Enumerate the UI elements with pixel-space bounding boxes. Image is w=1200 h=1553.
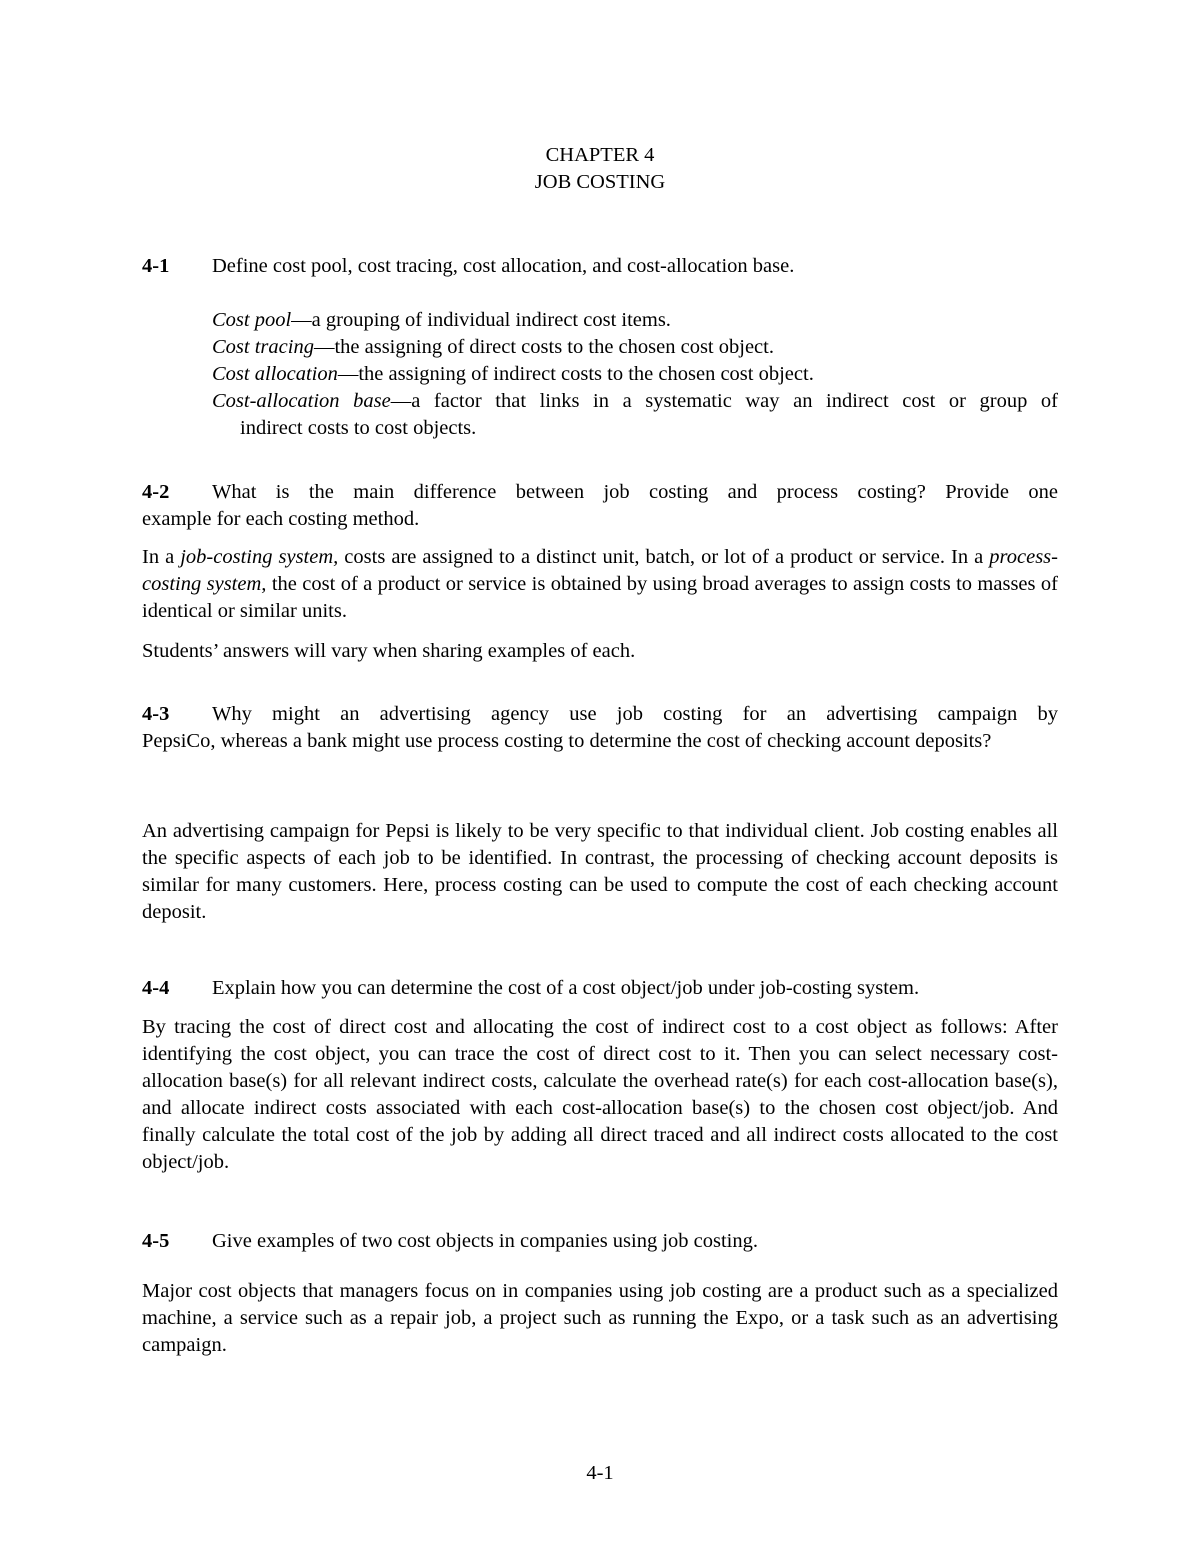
question-text: Why might an advertising agency use job costing for an advertising campaign by xyxy=(212,703,1058,725)
question-number: 4-1 xyxy=(142,255,170,277)
answer-text: costs are assigned to a distinct unit, batch, or lot of a product or service. xyxy=(338,546,946,568)
definition-term: Cost-allocation base xyxy=(212,390,391,412)
definition-text: a factor that links in a systematic way an indirect cost or group of xyxy=(411,390,1058,412)
em-dash: — xyxy=(313,336,335,358)
answer-4-2-paragraph-2: Students’ answers will vary when sharing examples of each. xyxy=(142,640,636,662)
definition-cost-allocation-base xyxy=(212,388,1058,415)
question-number: 4-4 xyxy=(142,977,170,999)
question-4-2-continuation: example for each costing method. xyxy=(142,508,420,530)
definition-text: a grouping of individual indirect cost items. xyxy=(311,309,671,331)
answer-text: the cost of a product or service is obtained by using broad averages to assign costs to masses of identical or similar units. xyxy=(142,573,1058,622)
definition-cost-allocation xyxy=(212,361,1058,388)
answer-4-4: By tracing the cost of direct cost and allocating the cost of indirect cost to a cost object as follows: After identifying the cost object, you can trace the cost of direct cost to it. Then you can select necessary cost-allocation base(s) for all relevant indirect costs, calculate the overhead rate(s) for each cost-allocation base(s), and allocate indirect costs associated with each cost-allocation base(s) to the chosen cost object/job. And finally calculate the total cost of the job by adding all direct traced and all indirect costs allocated to the cost object/job. xyxy=(142,1016,1058,1173)
definition-cost-pool xyxy=(212,307,1058,334)
question-text: Define cost pool, cost tracing, cost allocation, and cost-allocation base. xyxy=(212,255,795,277)
answer-4-2-paragraph-1 xyxy=(142,544,1058,625)
chapter-heading: CHAPTER 4 xyxy=(545,144,655,166)
question-4-2 xyxy=(142,479,1058,506)
question-4-3-continuation: PepsiCo, whereas a bank might use process costing to determine the cost of checking account deposits? xyxy=(142,730,992,752)
definition-term: Cost allocation xyxy=(212,363,338,385)
definition-cost-tracing xyxy=(212,334,1058,361)
question-4-3 xyxy=(142,701,1058,728)
em-dash: — xyxy=(390,390,412,412)
definition-text: the assigning of direct costs to the chosen cost object. xyxy=(334,336,774,358)
question-number: 4-2 xyxy=(142,481,170,503)
em-dash: — xyxy=(337,363,359,385)
answer-4-3: An advertising campaign for Pepsi is likely to be very specific to that individual client. Job costing enables all the specific aspects of each job to be identified. In contrast, the processing of checking account deposits is similar for many customers. Here, process costing can be used to compute the cost of each checking account deposit. xyxy=(142,820,1058,923)
question-4-5 xyxy=(142,1228,1058,1255)
page-number: 4-1 xyxy=(586,1462,614,1484)
question-number: 4-3 xyxy=(142,703,170,725)
question-text: Give examples of two cost objects in companies using job costing. xyxy=(212,1230,759,1252)
definition-term: Cost tracing xyxy=(212,336,314,358)
question-4-1 xyxy=(142,253,1058,280)
em-dash: — xyxy=(291,309,312,331)
answer-4-5: Major cost objects that managers focus on in companies using job costing are a product such as a specialized machine, a service such as a repair job, a project such as running the Expo, or a task such as an advertising campaign. xyxy=(142,1280,1058,1356)
question-text: What is the main difference between job costing and process costing? Provide one xyxy=(212,481,1058,503)
chapter-title: JOB COSTING xyxy=(534,171,666,193)
answer-term: job-costing system, xyxy=(180,546,339,568)
answer-text: In a xyxy=(142,546,181,568)
question-4-4 xyxy=(142,975,1058,1002)
question-number: 4-5 xyxy=(142,1230,170,1252)
definition-term: Cost pool xyxy=(212,309,292,331)
answer-term: process-costing system, xyxy=(142,546,1058,595)
definition-continuation: indirect costs to cost objects. xyxy=(240,417,477,439)
question-text: Explain how you can determine the cost of a cost object/job under job-costing system. xyxy=(212,977,920,999)
definition-text: the assigning of indirect costs to the chosen cost object. xyxy=(358,363,814,385)
answer-text: In a xyxy=(951,546,990,568)
